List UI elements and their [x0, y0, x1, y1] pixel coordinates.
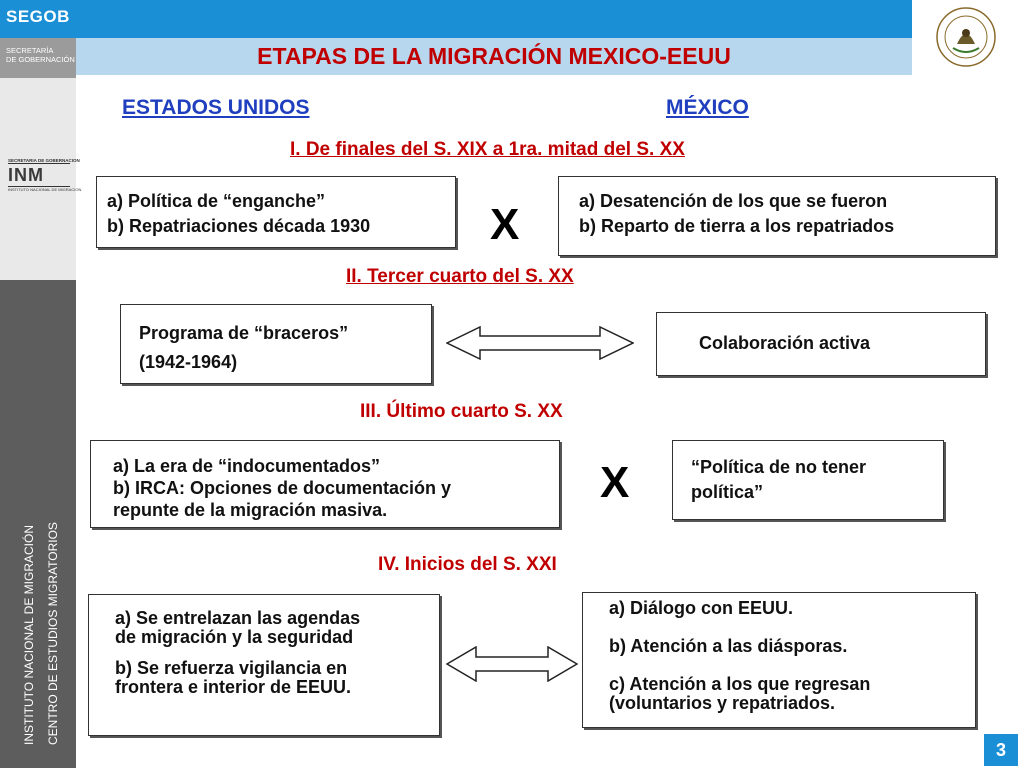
- mexican-seal-icon: [935, 6, 997, 68]
- stage-3-us-line: a) La era de “indocumentados”: [113, 456, 381, 476]
- stage-2-us-box: [120, 304, 432, 384]
- stage-1-mx-line: b) Reparto de tierra a los repatriados: [579, 216, 895, 236]
- stage-2-us-line: Programa de “braceros”: [139, 323, 349, 343]
- stage-4-mx-line: (voluntarios y repatriados.: [609, 693, 836, 713]
- stage-2-title: II. Tercer cuarto del S. XX: [346, 266, 574, 287]
- stage-4-us-line: frontera e interior de EEUU.: [115, 677, 352, 697]
- sidebar-vertical-institute: INSTITUTO NACIONAL DE MIGRACIÓN: [22, 524, 36, 745]
- secretaria-line2: DE GOBERNACIÓN: [6, 55, 75, 64]
- segob-logo: SEGOB: [6, 7, 70, 26]
- stage-4-double-arrow-icon: [446, 646, 578, 682]
- stage-4-mx-line: c) Atención a los que regresan: [609, 674, 871, 694]
- sidebar-lower: [0, 280, 76, 768]
- stage-3-title: III. Último cuarto S. XX: [360, 401, 563, 422]
- stage-2-us-line: (1942-1964): [139, 352, 238, 372]
- sidebar-vertical-center: CENTRO DE ESTUDIOS MIGRATORIOS: [46, 522, 60, 745]
- stage-4-mx-line: b) Atención a las diásporas.: [609, 636, 848, 656]
- stage-4-us-box: [88, 594, 440, 736]
- stage-2-mx-line: Colaboración activa: [699, 333, 871, 353]
- stage-3-x-mark: X: [600, 458, 630, 507]
- stage-1-title: I. De finales del S. XIX a 1ra. mitad del S. XX: [290, 139, 685, 160]
- secretaria-line1: SECRETARÍA: [6, 46, 54, 55]
- stage-3-mx-line: “Política de no tener: [691, 457, 867, 477]
- stage-4-mx-line: a) Diálogo con EEUU.: [609, 598, 794, 618]
- stage-4-us-line: b) Se refuerza vigilancia en: [115, 658, 348, 678]
- column-heading-mexico: MÉXICO: [666, 96, 749, 119]
- stage-1-x-mark: X: [490, 200, 520, 249]
- stage-3-us-line: repunte de la migración masiva.: [113, 500, 388, 520]
- stage-1-us-line: b) Repatriaciones década 1930: [107, 216, 371, 236]
- stage-4-title: IV. Inicios del S. XXI: [378, 554, 557, 575]
- column-heading-us: ESTADOS UNIDOS: [122, 96, 310, 119]
- stage-2-mx-box: [656, 312, 986, 376]
- stage-3-mx-box: [672, 440, 944, 520]
- stage-3-mx-line: política”: [691, 482, 764, 502]
- stage-1-us-line: a) Política de “enganche”: [107, 191, 326, 211]
- page-title: ETAPAS DE LA MIGRACIÓN MEXICO-EEUU: [257, 43, 731, 69]
- page-number: 3: [984, 734, 1018, 766]
- stage-3-us-line: b) IRCA: Opciones de documentación y: [113, 478, 452, 498]
- inm-mark: INM: [8, 165, 44, 185]
- stage-1-us-box: [96, 176, 456, 248]
- inm-logo: [8, 158, 82, 198]
- stage-4-mx-box: [582, 592, 976, 728]
- secretaria-label: [6, 46, 75, 64]
- stage-1-mx-box: [558, 176, 996, 256]
- inm-caption-top: SECRETARIA DE GOBERNACION: [8, 158, 80, 163]
- stage-4-us-line: de migración y la seguridad: [115, 627, 354, 647]
- header-top-band: [76, 0, 912, 38]
- stage-1-mx-line: a) Desatención de los que se fueron: [579, 191, 888, 211]
- stage-2-double-arrow-icon: [446, 326, 634, 360]
- stage-4-us-line: a) Se entrelazan las agendas: [115, 608, 361, 628]
- inm-caption-bottom: INSTITUTO NACIONAL DE MIGRACION: [8, 187, 82, 192]
- stage-3-us-box: [90, 440, 560, 528]
